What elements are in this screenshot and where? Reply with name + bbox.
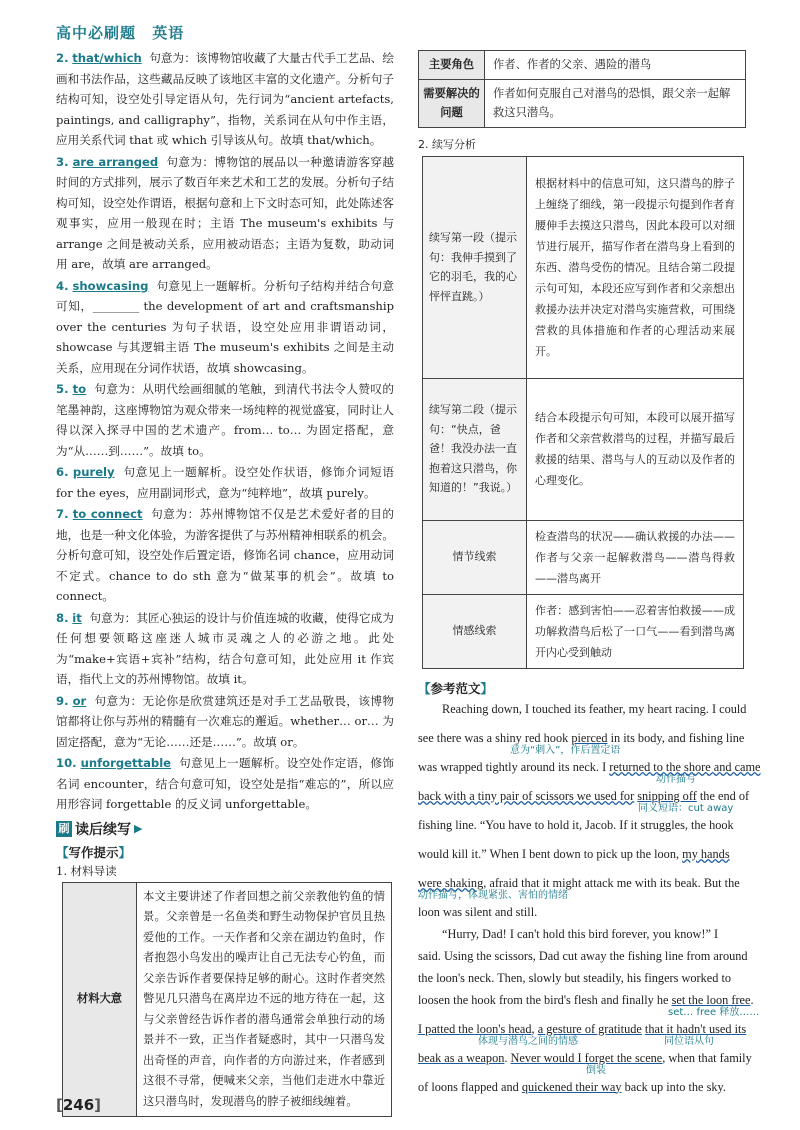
item-answer: unforgettable bbox=[80, 756, 172, 770]
essay-line: back with a tiny pair of scissors we used for snipping off the end of 同义短语：cut away bbox=[418, 788, 750, 814]
item-number: 4. bbox=[56, 278, 69, 293]
analysis-heading: 2. 续写分析 bbox=[418, 137, 476, 151]
section-title: 读后续写 bbox=[75, 821, 131, 838]
item-answer: to connect bbox=[72, 507, 143, 521]
material-label: 材料大意 bbox=[63, 882, 137, 1117]
item-number: 7. bbox=[56, 507, 69, 521]
item-explanation: 句意为：从明代绘画细腻的笔触，到清代书法令人赞叹的笔墨神韵，这座博物馆为观众带来一场纯粹的视觉盛宴，同时让人得以深入探寻中国的艺术遗产。from… to… 为固定搭配，意为“从……到……”。故填 to。 bbox=[56, 382, 395, 458]
annotation-note: 同位语从句 bbox=[664, 1035, 714, 1047]
answer-item-2 bbox=[56, 48, 394, 151]
brush-icon: 刷 bbox=[56, 821, 72, 837]
item-number: 5. bbox=[56, 382, 69, 396]
item-explanation: 句意见上一题解析。设空处作定语，修饰名词 encounter，结合句意可知，设空处是指“难忘的”，所以应用形容词 forgettable 的反义词 unforgettable。 bbox=[56, 756, 395, 811]
essay-line: beak as a weapon. Never would I forget the scene, when that family 倒装 bbox=[418, 1050, 752, 1076]
annotation-note: 动作描写，体现紧张、害怕的情绪 bbox=[418, 889, 568, 901]
annotation-note: 体现与潜鸟之间的情感 bbox=[478, 1035, 578, 1047]
left-column bbox=[56, 48, 394, 1117]
item-explanation: 句意见上一题解析。设空处作状语，修饰介词短语 for the eyes，应用副词形式，意为“纯粹地”，故填 purely。 bbox=[56, 465, 395, 500]
answer-item-9 bbox=[56, 691, 394, 753]
reference-essay bbox=[418, 701, 761, 1108]
item-number: 6. bbox=[56, 465, 69, 479]
emotion-clue-text: 作者：感到害怕——忍着害怕救援——成功解救潜鸟后松了一口气——看到潜鸟离开内心受到触动 bbox=[527, 594, 744, 668]
essay-line: the loon's neck. Then, slowly but steadily, his fingers worked to bbox=[418, 970, 732, 985]
plot-clue-label: 情节线索 bbox=[423, 520, 527, 594]
material-text: 本文主要讲述了作者回想之前父亲教他钓鱼的情景。父亲曾是一名鱼类和野生动物保护官员且热爱他的工作。一天作者和父亲在湖边钓鱼时，作者抱怨小鸟发出的噪声让自己无法专心钓鱼，而父亲告诉作者要保持足够的耐心。这时作者突然瞥见几只潜鸟在离岸边不远的地方待在一起，这与父亲曾经告诉作者的潜鸟通常会单独行动的场景并不一致，正当作者疑惑时，其中一只潜鸟发出奇怪的声音，向作者的方向游过来，作者感到这很不寻常，便喊来父亲，当他们走进水中靠近这只潜鸟时，发现潜鸟的脖子被细线缠着。 bbox=[137, 882, 392, 1117]
para2-analysis: 结合本段提示句可知，本段可以展开描写作者和父亲营救潜鸟的过程，并描写最后救援的结果、潜鸟与人的互动以及作者的心理变化。 bbox=[527, 378, 744, 520]
item-answer: are arranged bbox=[72, 154, 159, 169]
item-explanation: 句意为：无论你是欣赏建筑还是对手工艺品敬畏，该博物馆都将让你与苏州的精髓有一次难忘的邂逅。whether… or… 为固定搭配，意为“无论……还是……”。故填 or。 bbox=[56, 693, 394, 749]
roles-label: 主要角色 bbox=[419, 51, 485, 80]
para1-label: 续写第一段（提示句：我伸手摸到了它的羽毛，我的心怦怦直跳。） bbox=[423, 156, 527, 378]
page-number: [246] bbox=[56, 1096, 102, 1114]
plot-clue-text: 检查潜鸟的状况——确认救援的办法——作者与父亲一起解救潜鸟——潜鸟得救——潜鸟离开 bbox=[527, 520, 744, 594]
annotation-note: 倒装 bbox=[586, 1064, 606, 1076]
essay-line: see there was a shiny red hook pierced in its body, and fishing line 意为“刺入”，作后置定语 bbox=[418, 730, 745, 756]
item-number: 3. bbox=[56, 154, 69, 169]
right-column bbox=[418, 50, 761, 1108]
essay-line: loon was silent and still. bbox=[418, 904, 538, 919]
item-explanation: 句意为：其匠心独运的设计与价值连城的收藏，使得它成为任何想要领略这座迷人城市灵魂之人的必游之地。此处为“make+宾语+宾补”结构，结合句意可知，此处应用 it 作宾语，指代上文的苏州博物馆。故填 it。 bbox=[56, 610, 394, 686]
essay-line: would kill it.” When I bent down to pick up the loon, my hands bbox=[418, 846, 730, 861]
answer-item-3 bbox=[56, 152, 394, 275]
analysis-table bbox=[422, 156, 744, 669]
item-answer: to bbox=[72, 382, 87, 396]
item-answer: showcasing bbox=[72, 278, 149, 293]
item-answer: it bbox=[72, 610, 82, 625]
para2-label: 续写第二段（提示句：“快点，爸爸！我没办法一直抱着这只潜鸟，你知道的！”我说。） bbox=[423, 378, 527, 520]
arrow-icon: ▶ bbox=[134, 822, 143, 835]
material-table bbox=[62, 882, 392, 1118]
essay-line: loosen the hook from the bird's flesh and finally he set the loon free. set… free 释放…… bbox=[418, 992, 760, 1018]
item-explanation: 句意为：博物馆的展品以一种邀请游客穿越时间的方式排列，展示了数百年来艺术和工艺的发展。分析句子结构可知，设空处作谓语，根据句意和上下文时态可知，此处陈述客观事实，应用一般现在时；主语 The museum's exhibits 与 arrange 之间是被动关系，应用被动语态；主语为复数，助动词用 are，故填 are arranged。 bbox=[56, 154, 394, 271]
answer-item-5 bbox=[56, 379, 394, 461]
item-explanation: 句意为：该博物馆收藏了大量古代手工艺品、绘画和书法作品，这些藏品反映了该地区丰富的文化遗产。分析句子结构可知，设空处引导定语从句，先行词为“ancient artefacts, paintings, and calligraphy”，指物，关系词在从句中作主语，应用关系代词 that 或 which 引导该从句。故填 that/which。 bbox=[56, 51, 395, 147]
annotation-note: 意为“刺入”，作后置定语 bbox=[510, 744, 621, 756]
roles-table bbox=[418, 50, 746, 128]
item-explanation: 句意为：苏州博物馆不仅是艺术爱好者的目的地，也是一种文化体验，为游客提供了与苏州精神相联系的机会。分析句意可知，设空处作后置定语，修饰名词 chance，应用动词不定式。chance to do sth 意为“做某事的机会”。故填 to connect。 bbox=[56, 507, 395, 603]
answer-item-10 bbox=[56, 753, 394, 815]
item-explanation: 句意见上一题解析。分析句子结构并结合句意可知，________ the development of art and craftsmanship over the centuries 为句子状语，设空处应用非谓语动词，showcase 与其逻辑主语 The museum's exhibits 之间是主动关系，应用现在分词作状语，故填 showcasing。 bbox=[56, 278, 395, 375]
para1-analysis: 根据材料中的信息可知，这只潜鸟的脖子上缠绕了细线，第一段提示句提到作者育腰伸手去摸这只潜鸟，因此本段可以对细节进行展开，描写作者在潜鸟身上看到的东西、潜鸟受伤的情况。且结合第二段提示句可知，本段还应写到作者和父亲想出救援办法并决定对潜鸟实施营救，可围绕营救的具体措施和作者的心理活动来展开。 bbox=[527, 156, 744, 378]
material-heading: 1. 材料导读 bbox=[56, 863, 117, 878]
annotation-note: 动作描写 bbox=[656, 773, 696, 785]
essay-line: of loons flapped and quickened their way back up into the sky. bbox=[418, 1079, 726, 1094]
item-number: 10. bbox=[56, 756, 77, 770]
essay-line: were shaking, afraid that it might attack me with its beak. But the 动作描写，体现紧张、害怕的情绪 bbox=[418, 875, 740, 901]
page-header bbox=[56, 22, 194, 43]
essay-line: I patted the loon's head, a gesture of gratitude that it hadn't used its 体现与潜鸟之间的情感 同位语从句 bbox=[418, 1021, 747, 1047]
problem-text: 作者如何克服自己对潜鸟的恐惧，跟父亲一起解救这只潜鸟。 bbox=[485, 79, 746, 127]
annotation-note: 同义短语：cut away bbox=[638, 802, 734, 814]
item-number: 9. bbox=[56, 693, 69, 708]
annotation-note: set… free 释放…… bbox=[668, 1006, 760, 1018]
item-answer: purely bbox=[72, 465, 115, 479]
essay-line: was wrapped tightly around its neck. I returned to the shore and came 动作描写 bbox=[418, 759, 761, 785]
roles-text: 作者、作者的父亲、遇险的潜鸟 bbox=[485, 51, 746, 80]
answer-item-8 bbox=[56, 608, 394, 690]
item-number: 8. bbox=[56, 610, 69, 625]
item-answer: or bbox=[72, 693, 87, 708]
subject-title: 英语 bbox=[152, 24, 185, 42]
item-number: 2. bbox=[56, 51, 69, 65]
answer-item-6 bbox=[56, 462, 394, 503]
emotion-clue-label: 情感线索 bbox=[423, 594, 527, 668]
essay-line: Reaching down, I touched its feather, my heart racing. I could bbox=[442, 701, 747, 716]
book-title: 高中必刷题 bbox=[56, 24, 137, 42]
reference-heading: 【参考范文】 bbox=[418, 680, 494, 696]
item-answer: that/which bbox=[72, 51, 142, 65]
essay-line: “Hurry, Dad! I can't hold this bird forever, you know!” I bbox=[442, 926, 719, 941]
essay-line: said. Using the scissors, Dad cut away the fishing line from around bbox=[418, 948, 748, 963]
answer-item-4 bbox=[56, 276, 394, 379]
writing-hint-heading: 【写作提示】 bbox=[56, 844, 132, 860]
answer-item-7 bbox=[56, 504, 394, 607]
essay-line: fishing line. “You have to hold it, Jacob. If it struggles, the hook bbox=[418, 817, 734, 832]
section-banner bbox=[56, 819, 394, 839]
problem-label: 需要解决的问题 bbox=[419, 79, 485, 127]
